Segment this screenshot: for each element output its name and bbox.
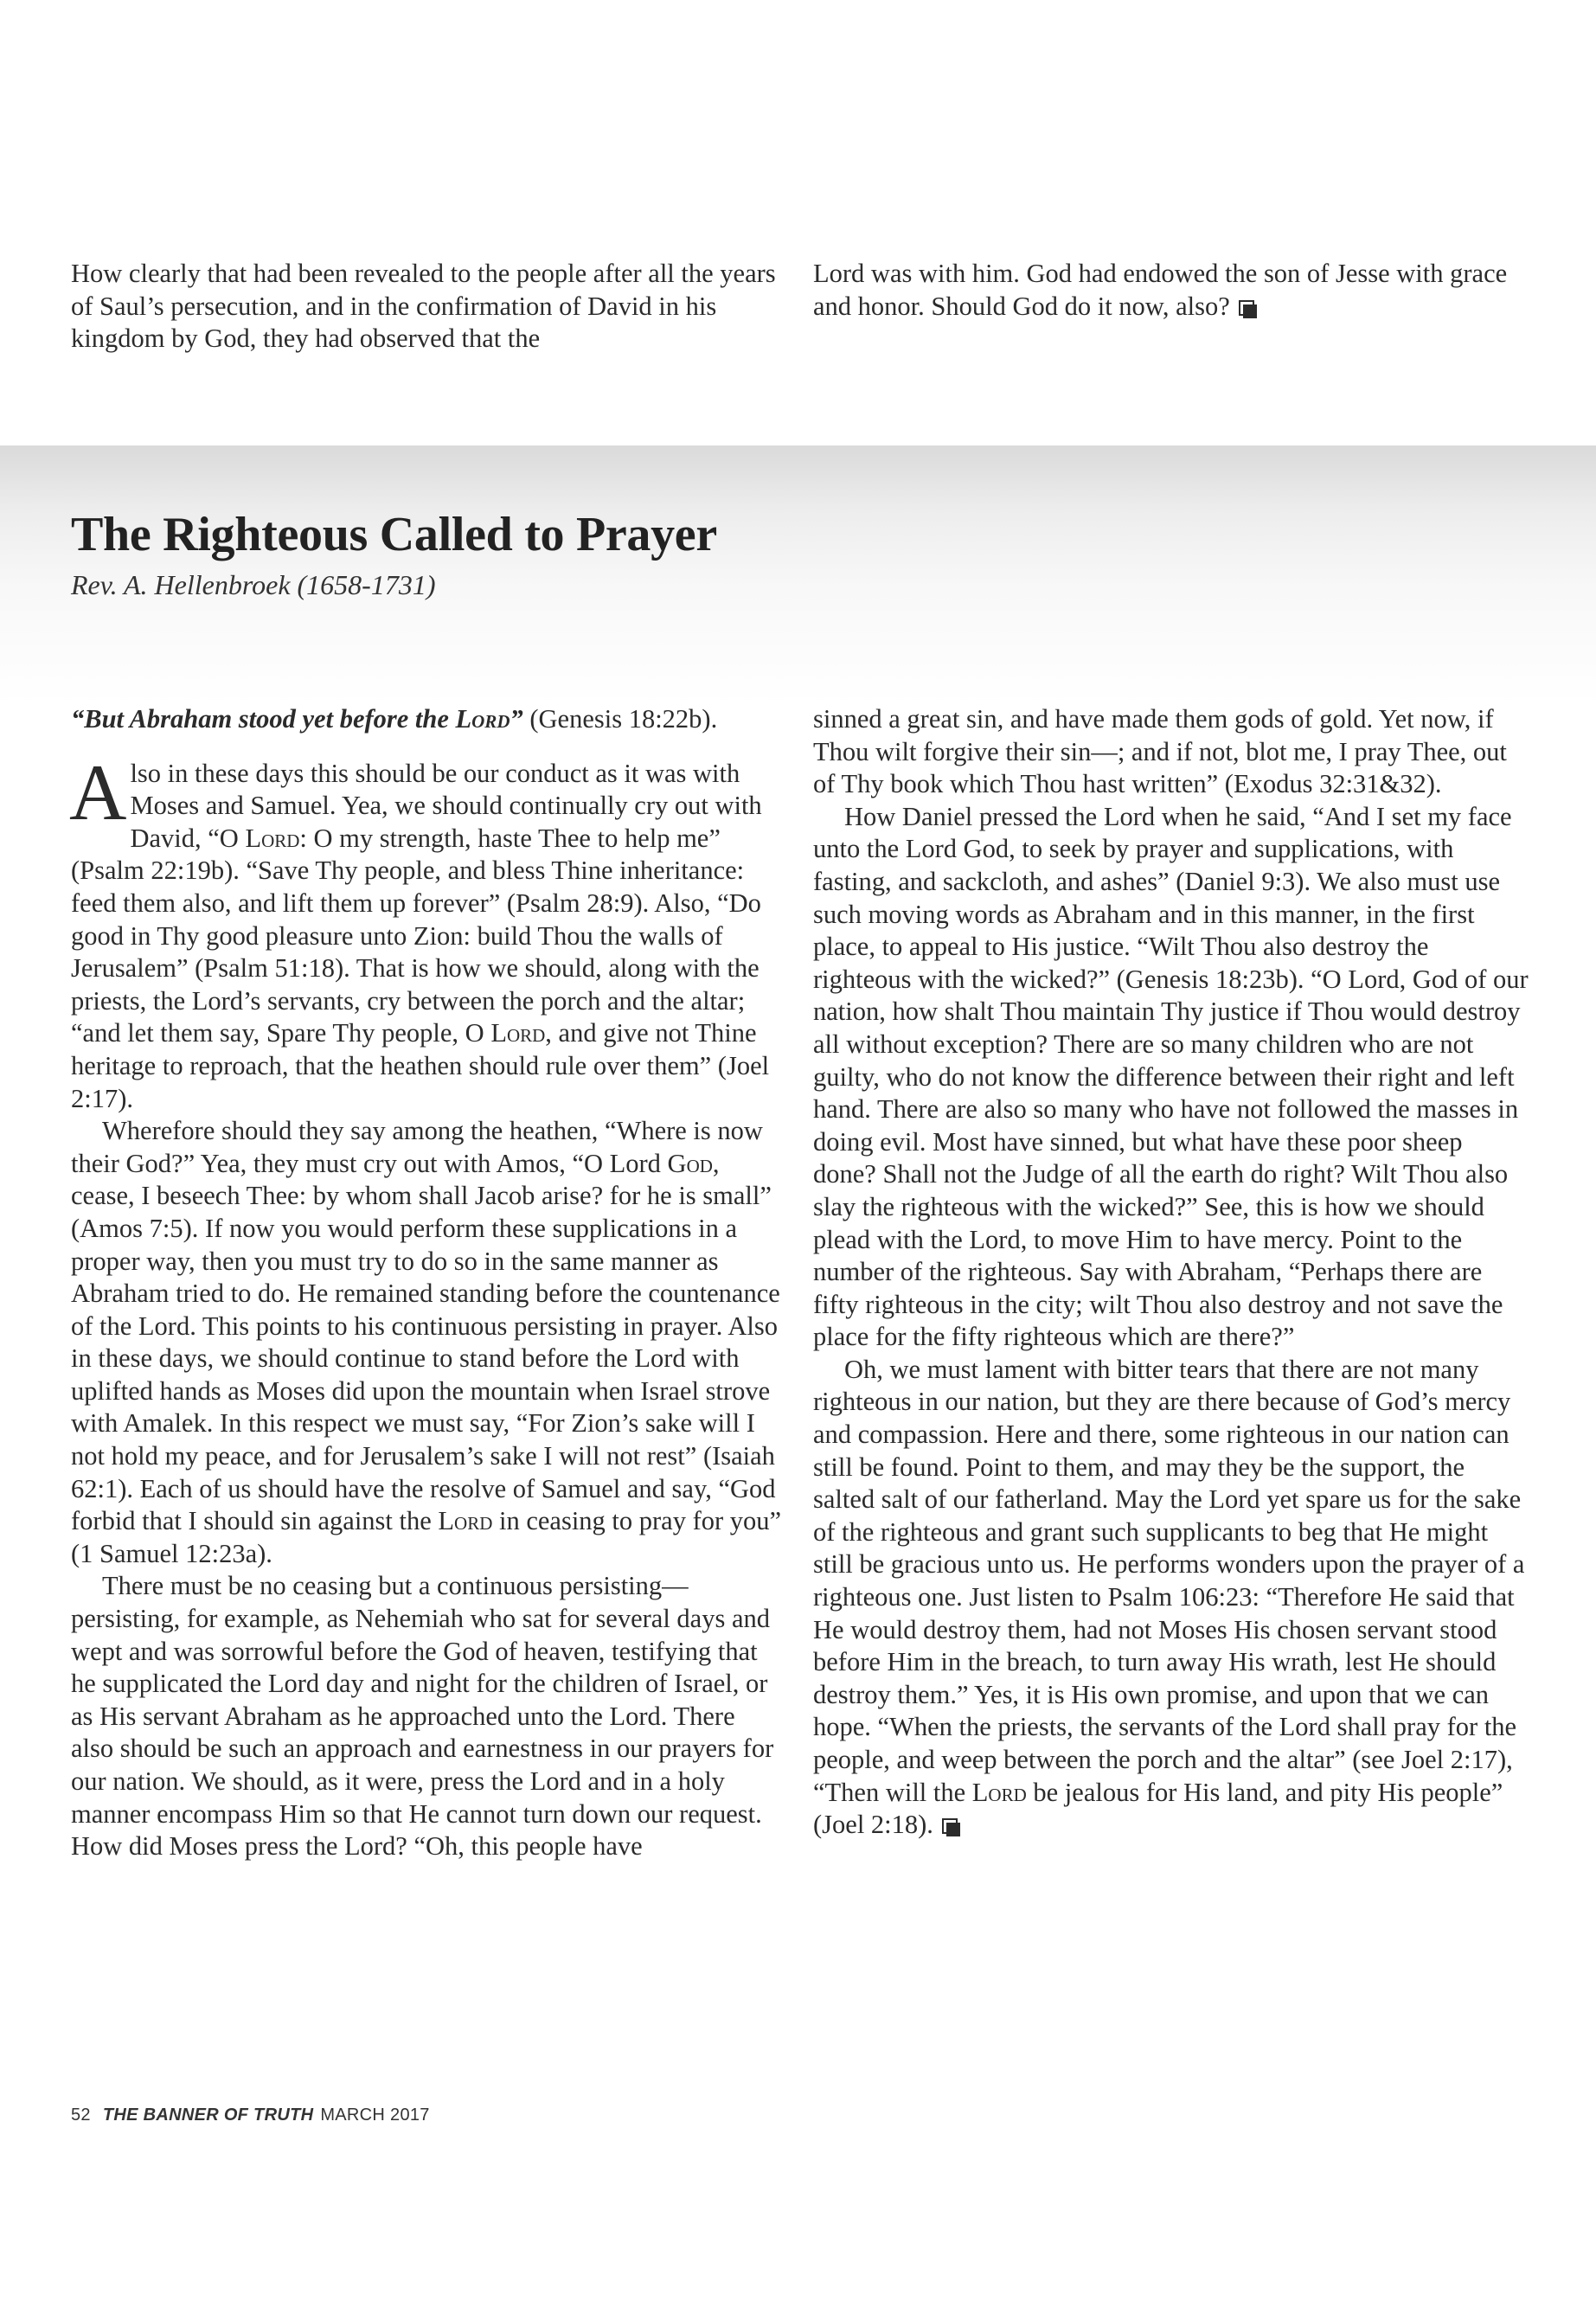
drop-cap: A [69,747,127,836]
article-author: Rev. A. Hellenbroek (1658-1731) [71,569,436,600]
end-mark-icon [1239,300,1254,316]
page-footer [71,2106,430,2125]
paragraph-1 [69,747,782,1116]
paragraph-6 [813,1354,1531,1842]
continuation-paragraph [813,258,1531,323]
article-right-column [813,703,1531,1842]
paragraph-text: , and give not Thine heritage to reproach, that the heathen should rule over them” (Joel 2:17). [71,1018,770,1113]
issue-date: MARCH 2017 [320,2106,430,2125]
epigraph-quote-text: “But Abraham stood yet before the [71,704,456,734]
epigraph-quote-close: ” [510,704,523,734]
small-caps-god: God [667,1148,713,1178]
paragraph-text: in ceasing to pray for you” (1 Samuel 12:23a). [71,1506,782,1568]
epigraph-quote [71,704,523,734]
paragraph-3: There must be no ceasing but a continuous persisting—persisting, for example, as Nehemiah who sat for several days and wept and was sorrowful before the God of heaven, testifying that he supplicated the Lord day and night for the children of Israel, or as His servant Abraham as he approached unto the Lord. There also should be such an approach and earnestness in our prayers for our nation. We should, as it were, press the Lord and in a holy manner encompass Him so that He cannot turn down our request. How did Moses press the Lord? “Oh, this people have [71,1571,774,1862]
publication-name: THE BANNER OF TRUTH [102,2106,314,2125]
small-caps-lord: Lord [438,1506,493,1536]
paragraph-text: , cease, I beseech Thee: by whom shall Jacob arise? for he is small” (Amos 7:5). If now you would perform these supplications in a proper way, then you must try to do so in the same manner as Abraham tried to do. He remained standing before the countenance of the Lord. This points to his continuous persisting in prayer. Also in these days, we should continue to stand before the Lord with uplifted hands as Moses did upon the mountain when Israel strove with Amalek. In this respect we must say, “For Zion’s sake will I not hold my peace, and for Jerusalem’s sake I will not rest” (Isaiah 62:1). Each of us should have the resolve of Samuel and say, “God forbid that I should sin against the [71,1148,780,1536]
epigraph-reference: (Genesis 18:22b). [522,704,718,734]
paragraph-text: Wherefore should they say among the heathen, “Where is now their God?” Yea, they must cry out with Amos, “O Lord [71,1116,763,1178]
small-caps-lord: Lord [245,823,300,853]
paragraph-4: sinned a great sin, and have made them gods of gold. Yet now, if Thou wilt forgive their sin—; and if not, blot me, I pray Thee, out of Thy book which Thou hast written” (Exodus 32:31&32). [813,704,1507,799]
article-left-column [71,703,782,1863]
paragraph-text: lso in these days this should be our conduct as it was with Moses and Samuel. Yea, we should continually cry out with David, “O [130,758,762,853]
continuation-text: Lord was with him. God had endowed the son of Jesse with grace and honor. Should God do it now, also? [813,259,1508,321]
paragraph-text: : O my strength, haste Thee to help me” (Psalm 22:19b). “Save Thy people, and bless Thine inheritance: feed them also, and lift them up forever” (Psalm 28:9). Also, “Do good in Thy good pleasure unto Zion: build Thou the walls of Jerusalem” (Psalm 51:18). That is how we should, along with the priests, the Lord’s servants, cry between the porch and the altar; “and let them say, Spare Thy people, O [71,823,761,1048]
paragraph-text: be jealous for His land, and pity His people” (Joel 2:18). [813,1777,1503,1840]
paragraph-5: How Daniel pressed the Lord when he said, “And I set my face unto the Lord God, to seek by prayer and supplications, with fasting, and sackcloth, and ashes” (Daniel 9:3). We also must use such moving words as Abraham and in this manner, in the first place, to appeal to His justice. “Wilt Thou also destroy the righteous with the wicked?” (Genesis 18:23b). “O Lord, God of our nation, how shalt Thou maintain Thy justice if Thou would destroy all without exception? There are so many children who are not guilty, who do not know the difference between their right and left hand. There are also so many who have not followed the masses in doing evil. Most have sinned, but what have these poor sheep done? Shall not the Judge of all the earth do right? Wilt Thou also slay the righteous with the wicked?” See, this is how we should plead with the Lord, to move Him to have mercy. Point to the number of the righteous. Say with Abraham, “Perhaps there are fifty righteous in the city; wilt Thou also destroy and not save the place for the fifty righteous which are there?” [813,801,1529,1352]
continuation-left-column [71,258,782,356]
small-caps-lord: Lord [490,1018,546,1048]
end-mark-icon [942,1818,958,1834]
page-number: 52 [71,2106,91,2125]
continuation-right-column [813,258,1531,323]
continuation-paragraph: How clearly that had been revealed to the people after all the years of Saul’s persecution, and in the confirmation of David in his kingdom by God, they had observed that the [71,259,776,354]
paragraph-text: Oh, we must lament with bitter tears that there are not many righteous in our nation, but they are there because of God’s mercy and compassion. Here and there, some righteous in our nation can still be found. Point to them, and may they be the support, the salted salt of our fatherland. May the Lord yet spare us for the sake of the righteous and grant such supplicants to beg that He might still be gracious unto us. He performs wonders upon the prayer of a righteous one. Just listen to Psalm 106:23: “Therefore He said that He would destroy them, had not Moses His chosen servant stood before Him in the breach, to turn away His wrath, lest He should destroy them.” Yes, it is His own promise, and upon that we can hope. “When the priests, the servants of the Lord shall pray for the people, and weep between the porch and the altar” (see Joel 2:17), “Then will the [813,1354,1525,1807]
article-title: The Righteous Called to Prayer [71,508,717,561]
epigraph [71,703,782,736]
small-caps-lord: Lord [971,1777,1027,1807]
epigraph-lord: Lord [455,704,510,734]
paragraph-2 [71,1115,782,1570]
